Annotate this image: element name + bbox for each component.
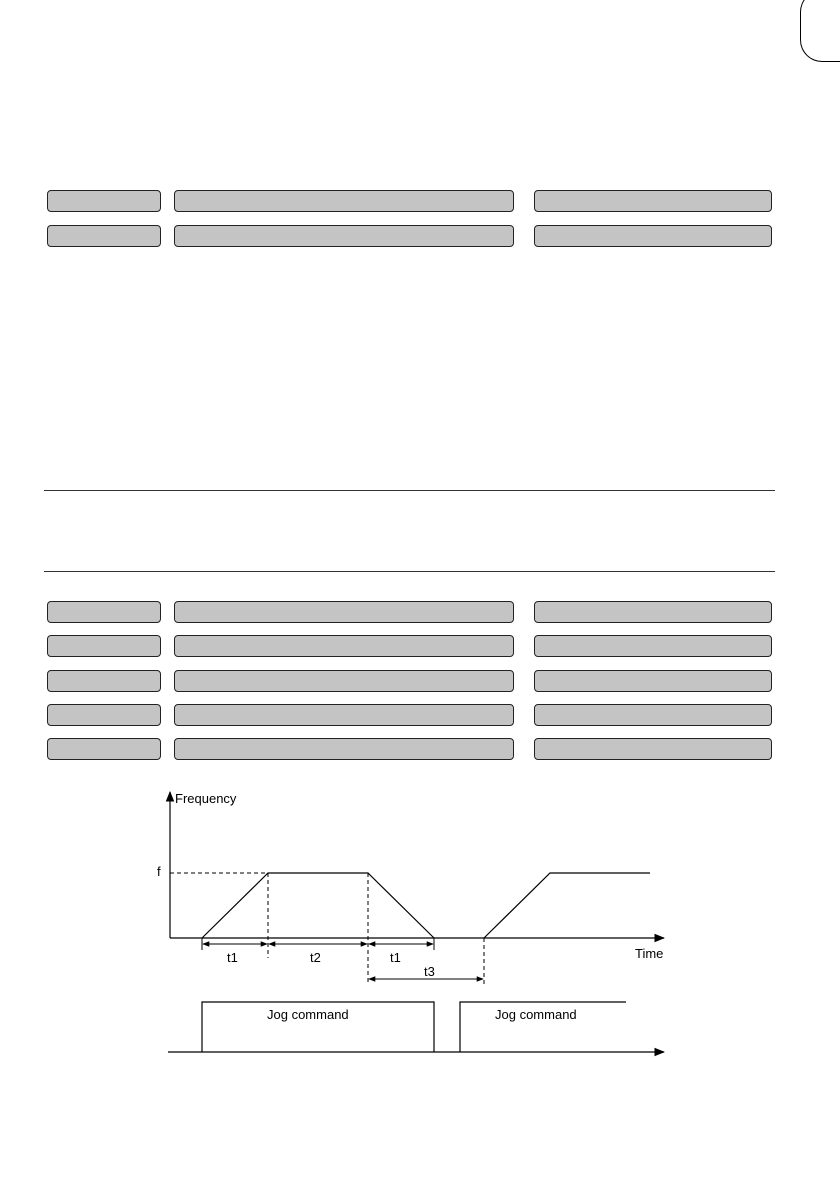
y-axis-label: Frequency bbox=[175, 791, 237, 806]
t2-label: t2 bbox=[310, 950, 321, 965]
jog-command-label-second: Jog command bbox=[495, 1007, 577, 1022]
frequency-profile bbox=[202, 873, 434, 938]
frequency-level-label: f bbox=[157, 864, 161, 879]
x-axis-label: Time bbox=[635, 946, 664, 961]
t1-decel-label: t1 bbox=[390, 950, 401, 965]
jog-command-label: Jog command bbox=[267, 1007, 349, 1022]
frequency-profile-second bbox=[484, 873, 650, 938]
t3-label: t3 bbox=[424, 964, 435, 979]
t1-accel-label: t1 bbox=[227, 950, 238, 965]
